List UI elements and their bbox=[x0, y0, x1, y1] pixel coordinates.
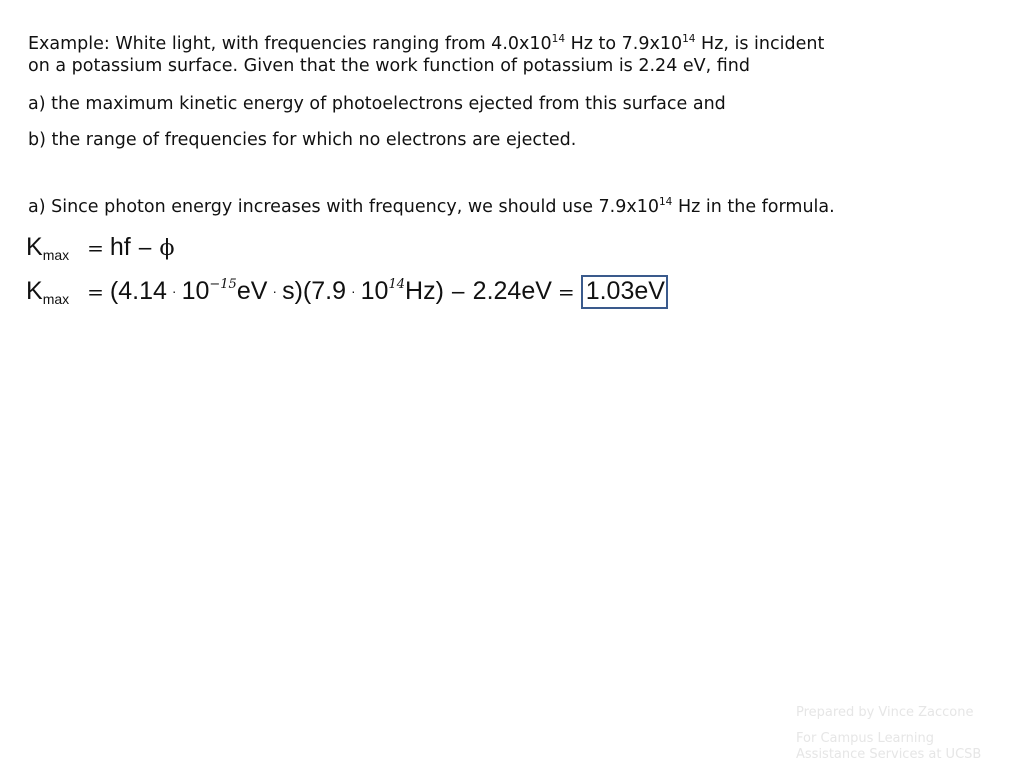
multiply-dot: · bbox=[350, 283, 356, 299]
unit-ev: eV bbox=[236, 277, 268, 305]
equals-sign: = bbox=[557, 280, 575, 304]
kmax-symbol: K bbox=[26, 233, 43, 261]
problem-line1-mid: Hz to 7.9x10 bbox=[565, 34, 683, 54]
part-b-question: b) the range of frequencies for which no electrons are ejected. bbox=[28, 130, 577, 150]
frequency-term: s)(7.9 bbox=[282, 277, 346, 305]
problem-line2: on a potassium surface. Given that the work function of potassium is 2.24 eV, find bbox=[28, 56, 750, 76]
kmax-symbol: K bbox=[26, 277, 43, 305]
power-base: 10 bbox=[360, 277, 389, 305]
problem-line1-start: Example: White light, with frequencies ranging from 4.0x10 bbox=[28, 34, 552, 54]
kmax-subscript: max bbox=[42, 291, 70, 307]
footer-org bbox=[796, 731, 981, 763]
planck-constant: (4.14 bbox=[109, 277, 167, 305]
multiply-dot: · bbox=[171, 283, 177, 299]
problem-line1-end: Hz, is incident bbox=[695, 34, 825, 54]
equals-sign: = bbox=[87, 236, 104, 260]
equals-sign: = bbox=[87, 280, 104, 304]
equation-kmax-formula bbox=[26, 232, 175, 264]
power-base: 10 bbox=[181, 277, 210, 305]
phi-symbol: ϕ bbox=[159, 236, 175, 261]
exponent: 14 bbox=[388, 277, 406, 292]
work-function: 2.24eV bbox=[472, 277, 552, 305]
exponent: 14 bbox=[551, 33, 566, 46]
equation-kmax-calculation bbox=[26, 276, 668, 307]
footer-author: Prepared by Vince Zaccone bbox=[796, 705, 974, 720]
unit-hz: Hz) bbox=[405, 277, 444, 305]
exponent: 14 bbox=[682, 33, 696, 46]
multiply-dot: · bbox=[272, 283, 278, 299]
minus-sign: − bbox=[136, 236, 154, 260]
solution-text-start: a) Since photon energy increases with frequency, we should use 7.9x10 bbox=[28, 197, 659, 217]
answer-box: 1.03eV bbox=[581, 275, 668, 309]
kmax-subscript: max bbox=[42, 247, 70, 263]
part-a-question: a) the maximum kinetic energy of photoelectrons ejected from this surface and bbox=[28, 94, 726, 114]
footer-org-line1: For Campus Learning bbox=[796, 731, 934, 746]
exponent: 14 bbox=[659, 196, 673, 209]
problem-statement bbox=[28, 33, 824, 77]
footer-org-line2: Assistance Services at UCSB bbox=[796, 747, 982, 762]
minus-sign: − bbox=[449, 280, 467, 304]
hf-term: hf bbox=[109, 233, 131, 261]
solution-part-a bbox=[28, 196, 835, 218]
solution-text-end: Hz in the formula. bbox=[672, 197, 835, 217]
exponent: −15 bbox=[209, 277, 237, 292]
